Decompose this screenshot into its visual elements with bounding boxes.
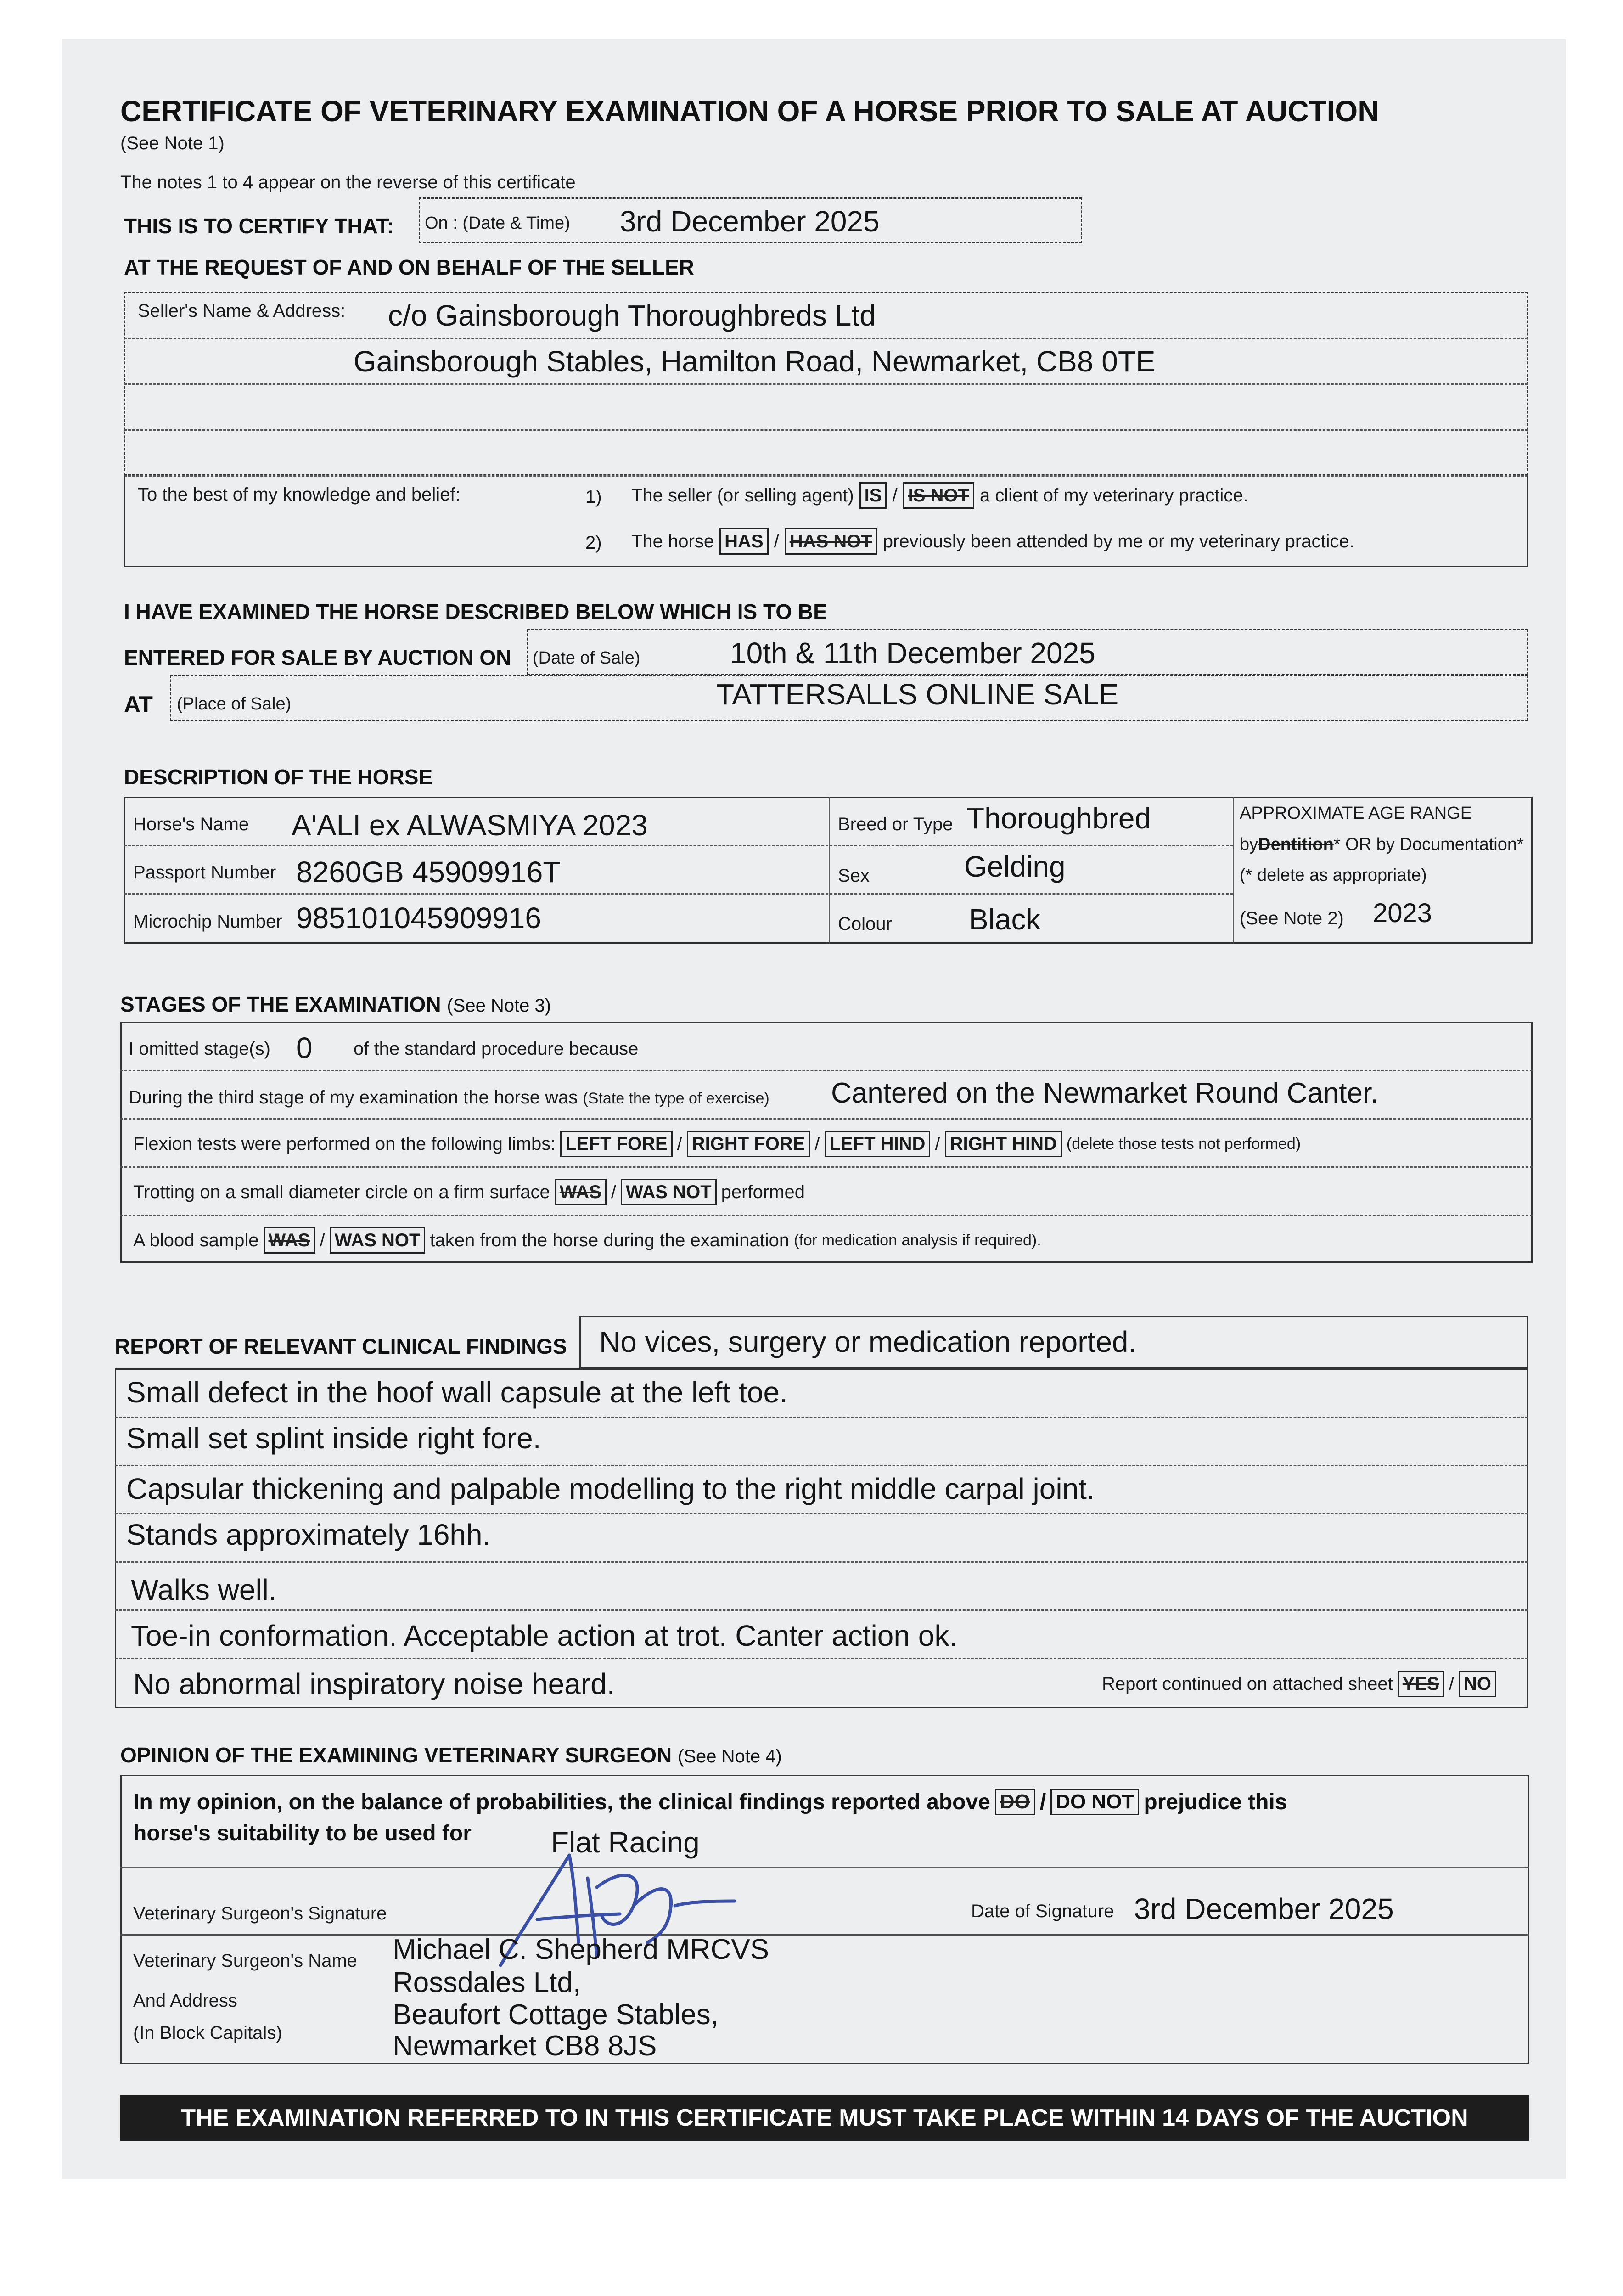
- flexion-pre: Flexion tests were performed on the following limbs:: [133, 1133, 556, 1154]
- see-note-1: (See Note 1): [120, 133, 225, 153]
- third-stage-pre: During the third stage of my examination the horse was: [129, 1087, 578, 1108]
- horse-name-value: A'ALI ex ALWASMIYA 2023: [292, 809, 648, 842]
- sale-place-label: (Place of Sale): [177, 694, 292, 714]
- sale-place-value: TATTERSALLS ONLINE SALE: [716, 678, 1119, 711]
- passport-value: 8260GB 45909916T: [296, 855, 561, 889]
- flexion-left-hind: LEFT HIND: [825, 1131, 931, 1157]
- opinion-heading-note: (See Note 4): [678, 1746, 782, 1767]
- age-rest: * OR by Documentation*: [1333, 835, 1524, 854]
- report-rule-5: [115, 1609, 1528, 1611]
- blood-was-option: WAS: [264, 1227, 315, 1254]
- belief-item1-num: 1): [585, 487, 602, 507]
- stages-heading: STAGES OF THE EXAMINATION: [120, 992, 441, 1016]
- blood-pre: A blood sample: [133, 1230, 259, 1250]
- age-struck: Dentition: [1258, 835, 1334, 854]
- belief-label: To the best of my knowledge and belief:: [138, 484, 461, 505]
- sale-date-value: 10th & 11th December 2025: [730, 636, 1095, 670]
- age-method-line: [1240, 835, 1524, 855]
- report-heading: REPORT OF RELEVANT CLINICAL FINDINGS: [115, 1334, 567, 1358]
- surgeon-name-line-4: Newmarket CB8 8JS: [393, 2030, 657, 2062]
- belief-item1-post: a client of my veterinary practice.: [979, 485, 1248, 506]
- horse-name-label: Horse's Name: [133, 814, 249, 834]
- page-title: CERTIFICATE OF VETERINARY EXAMINATION OF A HORSE PRIOR TO SALE AT AUCTION: [120, 95, 1379, 128]
- age-see-note: (See Note 2): [1240, 908, 1344, 929]
- has-option: HAS: [719, 528, 768, 555]
- age-by: by: [1240, 835, 1258, 854]
- report-line-4: Stands approximately 16hh.: [126, 1518, 491, 1551]
- trot-line: Trotting on a small diameter circle on a firm surface WAS / WAS NOT performed: [133, 1179, 805, 1205]
- belief-item2-pre: The horse: [631, 531, 714, 551]
- surgeon-name-line-2: Rossdales Ltd,: [393, 1967, 581, 1998]
- trot-post: performed: [721, 1182, 805, 1202]
- blood-post: taken from the horse during the examination: [430, 1230, 790, 1250]
- report-rule-2: [115, 1465, 1528, 1466]
- flexion-right-fore: RIGHT FORE: [687, 1131, 810, 1157]
- omitted-pre: I omitted stage(s): [129, 1039, 271, 1059]
- surgeon-name-line-3: Beaufort Cottage Stables,: [393, 1999, 719, 2031]
- sex-label: Sex: [838, 866, 870, 886]
- surgeon-name-line-1: Michael C. Shepherd MRCVS: [393, 1934, 769, 1965]
- microchip-value: 985101045909916: [296, 901, 541, 934]
- stages-heading-line: [120, 992, 551, 1017]
- signature-label: Veterinary Surgeon's Signature: [133, 1903, 387, 1924]
- seller-line-2: Gainsborough Stables, Hamilton Road, Newmarket, CB8 0TE: [354, 345, 1156, 378]
- desc-divider-1: [829, 797, 830, 944]
- seller-rule-2: [124, 383, 1528, 385]
- microchip-label: Microchip Number: [133, 912, 282, 932]
- examined-heading: I HAVE EXAMINED THE HORSE DESCRIBED BELOW WHICH IS TO BE: [124, 600, 827, 624]
- breed-value: Thoroughbred: [966, 802, 1151, 835]
- report-rule-4: [115, 1561, 1528, 1563]
- report-line-3: Capsular thickening and palpable modelling to the right middle carpal joint.: [126, 1472, 1095, 1505]
- opinion-line-2: horse's suitability to be used for: [133, 1821, 472, 1846]
- certify-label: THIS IS TO CERTIFY THAT:: [124, 214, 394, 238]
- footer-banner: THE EXAMINATION REFERRED TO IN THIS CERTIFICATE MUST TAKE PLACE WITHIN 14 DAYS OF THE AUCTION: [120, 2095, 1529, 2141]
- seller-line-1: c/o Gainsborough Thoroughbreds Ltd: [388, 299, 876, 332]
- passport-label: Passport Number: [133, 862, 276, 883]
- belief-item2-post: previously been attended by me or my veterinary practice.: [882, 531, 1354, 551]
- certify-date-value: 3rd December 2025: [620, 205, 880, 238]
- belief-item2-num: 2): [585, 533, 602, 553]
- entered-label: ENTERED FOR SALE BY AUCTION ON: [124, 646, 511, 670]
- date-of-signature-value: 3rd December 2025: [1134, 1892, 1394, 1925]
- sale-date-label: (Date of Sale): [533, 648, 640, 668]
- age-heading: APPROXIMATE AGE RANGE: [1240, 804, 1472, 823]
- seller-rule-3: [124, 429, 1528, 431]
- opinion-text-post: prejudice this: [1144, 1790, 1287, 1814]
- flexion-post: (delete those tests not performed): [1066, 1135, 1301, 1153]
- colour-value: Black: [969, 903, 1041, 936]
- continued-yes-option: YES: [1398, 1671, 1444, 1697]
- belief-item1: The seller (or selling agent) IS / IS NOT a client of my veterinary practice.: [631, 482, 1248, 509]
- has-not-option: HAS NOT: [785, 528, 877, 555]
- opinion-do-option: DO: [995, 1789, 1035, 1815]
- stages-rule-2: [120, 1118, 1533, 1120]
- sex-value: Gelding: [964, 850, 1066, 883]
- opinion-text-line: In my opinion, on the balance of probabilities, the clinical findings reported above DO / DO NOT prejudice this: [133, 1789, 1287, 1815]
- age-delete-note: (* delete as appropriate): [1240, 866, 1427, 885]
- desc-rule-1: [124, 845, 1233, 846]
- flexion-line: Flexion tests were performed on the following limbs: LEFT FORE / RIGHT FORE / LEFT HIND / RIGHT HIND (delete those tests not performed): [133, 1131, 1301, 1157]
- stages-heading-note: (See Note 3): [447, 996, 551, 1016]
- report-line-2: Small set splint inside right fore.: [126, 1422, 541, 1455]
- report-line-7: No abnormal inspiratory noise heard.: [133, 1667, 615, 1700]
- notes-reverse: The notes 1 to 4 appear on the reverse of this certificate: [120, 172, 576, 192]
- opinion-use-value: Flat Racing: [551, 1826, 700, 1859]
- report-continued: Report continued on attached sheet YES / NO: [1102, 1671, 1496, 1697]
- opinion-heading: OPINION OF THE EXAMINING VETERINARY SURGEON: [120, 1743, 672, 1767]
- stages-rule-3: [120, 1166, 1533, 1168]
- report-rule-3: [115, 1513, 1528, 1514]
- flexion-right-hind: RIGHT HIND: [945, 1131, 1062, 1157]
- surgeon-address-label: And Address: [133, 1991, 237, 2011]
- colour-label: Colour: [838, 914, 892, 934]
- request-heading: AT THE REQUEST OF AND ON BEHALF OF THE SELLER: [124, 255, 694, 279]
- at-label: AT: [124, 692, 153, 717]
- stages-rule-1: [120, 1070, 1533, 1071]
- blood-small: (for medication analysis if required).: [794, 1231, 1041, 1249]
- omitted-value: 0: [296, 1031, 313, 1064]
- report-line-6: Toe-in conformation. Acceptable action at trot. Canter action ok.: [131, 1619, 958, 1652]
- report-rule-6: [115, 1658, 1528, 1659]
- desc-divider-2: [1233, 797, 1234, 944]
- blood-line: A blood sample WAS / WAS NOT taken from the horse during the examination (for medication analysis if required).: [133, 1227, 1041, 1254]
- opinion-rule-2: [120, 1934, 1529, 1936]
- third-stage-small: (State the type of exercise): [583, 1090, 769, 1107]
- opinion-rule-1: [120, 1867, 1529, 1868]
- third-stage-value: Cantered on the Newmarket Round Canter.: [831, 1077, 1379, 1109]
- breed-label: Breed or Type: [838, 814, 953, 834]
- belief-item1-pre: The seller (or selling agent): [631, 485, 854, 506]
- on-label: On : (Date & Time): [425, 214, 570, 233]
- trot-was-not-option: WAS NOT: [621, 1179, 717, 1205]
- continued-no-option: NO: [1459, 1671, 1496, 1697]
- is-option: IS: [859, 482, 887, 509]
- opinion-text-pre: In my opinion, on the balance of probabilities, the clinical findings reported above: [133, 1790, 990, 1814]
- age-value: 2023: [1373, 898, 1432, 928]
- third-stage-line: [129, 1087, 769, 1108]
- seller-label: Seller's Name & Address:: [138, 301, 346, 321]
- report-first-line: No vices, surgery or medication reported.: [599, 1325, 1137, 1358]
- blood-was-not-option: WAS NOT: [330, 1227, 426, 1254]
- trot-was-option: WAS: [555, 1179, 607, 1205]
- stages-rule-4: [120, 1215, 1533, 1216]
- is-not-option: IS NOT: [903, 482, 974, 509]
- report-continued-label: Report continued on attached sheet: [1102, 1673, 1393, 1694]
- trot-pre: Trotting on a small diameter circle on a firm surface: [133, 1182, 550, 1202]
- opinion-heading-line: [120, 1743, 782, 1767]
- desc-rule-2: [124, 893, 1233, 895]
- omitted-post: of the standard procedure because: [354, 1039, 639, 1059]
- flexion-left-fore: LEFT FORE: [560, 1131, 672, 1157]
- report-line-5: Walks well.: [131, 1573, 277, 1606]
- surgeon-name-label: Veterinary Surgeon's Name: [133, 1951, 357, 1971]
- seller-rule-1: [124, 338, 1528, 339]
- date-of-signature-label: Date of Signature: [971, 1901, 1114, 1921]
- report-rule-1: [115, 1417, 1528, 1418]
- belief-item2: The horse HAS / HAS NOT previously been attended by me or my veterinary practice.: [631, 528, 1354, 555]
- block-capitals-label: (In Block Capitals): [133, 2023, 282, 2043]
- report-line-1: Small defect in the hoof wall capsule at the left toe.: [126, 1376, 788, 1409]
- opinion-do-not-option: DO NOT: [1050, 1789, 1139, 1815]
- description-heading: DESCRIPTION OF THE HORSE: [124, 765, 433, 789]
